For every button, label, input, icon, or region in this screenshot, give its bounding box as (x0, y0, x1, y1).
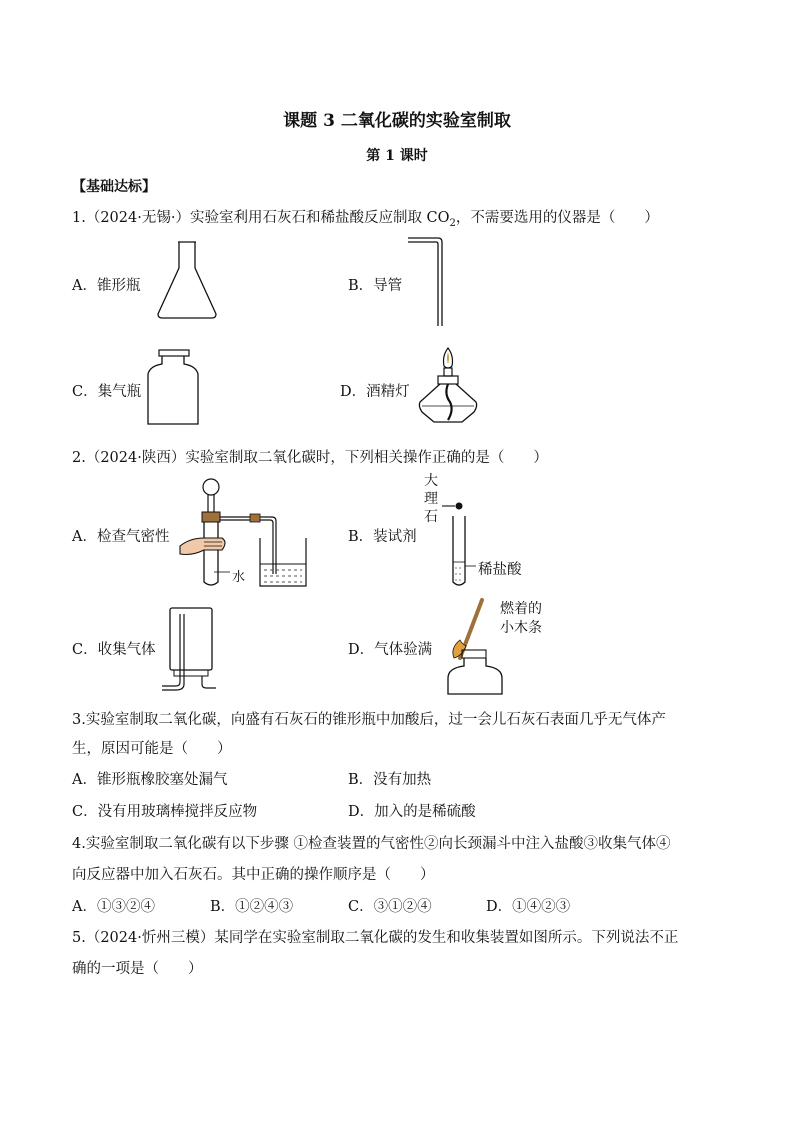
alcohol-lamp-figure (414, 342, 484, 428)
gas-collection-figure (158, 604, 218, 694)
question-5-stem-line-1: 5.（2024·忻州三模）某同学在实验室制取二氧化碳的发生和收集装置如图所示。下列说法不正 (72, 930, 679, 946)
question-4-stem-line-1: 4.实验室制取二氧化碳有以下步骤 ①检查装置的气密性②向长颈漏斗中注入盐酸③收集气体④ (72, 836, 671, 852)
question-3-stem-line-2: 生，原因可能是（ ） (72, 741, 232, 757)
q4-option-a[interactable]: A．①③②④ (72, 899, 155, 915)
co2-subscript: 2 (449, 217, 456, 229)
q3-option-c[interactable]: C．没有用玻璃棒搅拌反应物 (72, 804, 258, 820)
gas-bottle-figure (144, 346, 202, 430)
page-title: 课题 3 二氧化碳的实验室制取 (283, 111, 511, 131)
label-burning-stick (500, 600, 542, 638)
question-1-text: 1.（2024·无锡·）实验室利用石灰石和稀盐酸反应制取 CO (72, 210, 450, 226)
q3-option-b[interactable]: B．没有加热 (348, 772, 432, 788)
question-4-stem-line-2: 向反应器中加入石灰石。其中正确的操作顺序是（ ） (72, 867, 435, 883)
q2-option-c[interactable]: C．收集气体 (72, 642, 156, 658)
label-marble-char-2: 理 (424, 491, 438, 507)
q4-option-d[interactable]: D．①④②③ (486, 899, 571, 915)
label-marble-char-1: 大 (424, 473, 438, 489)
label-burning-stick-line-2: 小木条 (500, 620, 542, 636)
question-2-stem: 2.（2024·陕西）实验室制取二氧化碳时，下列相关操作正确的是（ ） (72, 450, 548, 466)
question-1-tail: ，不需要选用的仪器是（ ） (455, 210, 659, 226)
q2-option-b[interactable]: B．装试剂 (348, 529, 417, 545)
question-5-stem-line-2: 确的一项是（ ） (72, 961, 203, 977)
q1-option-a[interactable]: A．锥形瓶 (72, 278, 141, 294)
q2-option-a[interactable]: A．检查气密性 (72, 529, 170, 545)
label-marble-char-3: 石 (424, 509, 438, 525)
label-dilute-hcl: 稀盐酸 (478, 562, 522, 578)
label-marble (424, 472, 438, 526)
q4-option-c[interactable]: C．③①②④ (348, 899, 432, 915)
q1-option-c[interactable]: C．集气瓶 (72, 384, 142, 400)
glass-tube-figure (404, 234, 448, 330)
q1-option-d[interactable]: D．酒精灯 (340, 384, 410, 400)
label-burning-stick-line-1: 燃着的 (500, 601, 542, 617)
conical-flask-figure (152, 238, 222, 322)
page-subtitle: 第 1 课时 (366, 148, 428, 164)
section-label: 【基础达标】 (72, 179, 156, 195)
q4-option-b[interactable]: B．①②④③ (210, 899, 294, 915)
add-reagent-figure (440, 498, 480, 590)
q2-option-d[interactable]: D．气体验满 (348, 642, 433, 658)
q3-option-a[interactable]: A．锥形瓶橡胶塞处漏气 (72, 772, 228, 788)
q1-option-b[interactable]: B．导管 (348, 278, 403, 294)
question-1-stem (72, 206, 659, 229)
q3-option-d[interactable]: D．加入的是稀硫酸 (348, 804, 476, 820)
label-water: 水 (232, 570, 246, 585)
question-3-stem-line-1: 3.实验室制取二氧化碳，向盛有石灰石的锥形瓶中加酸后，过一会儿石灰石表面几乎无气体产 (72, 712, 666, 728)
